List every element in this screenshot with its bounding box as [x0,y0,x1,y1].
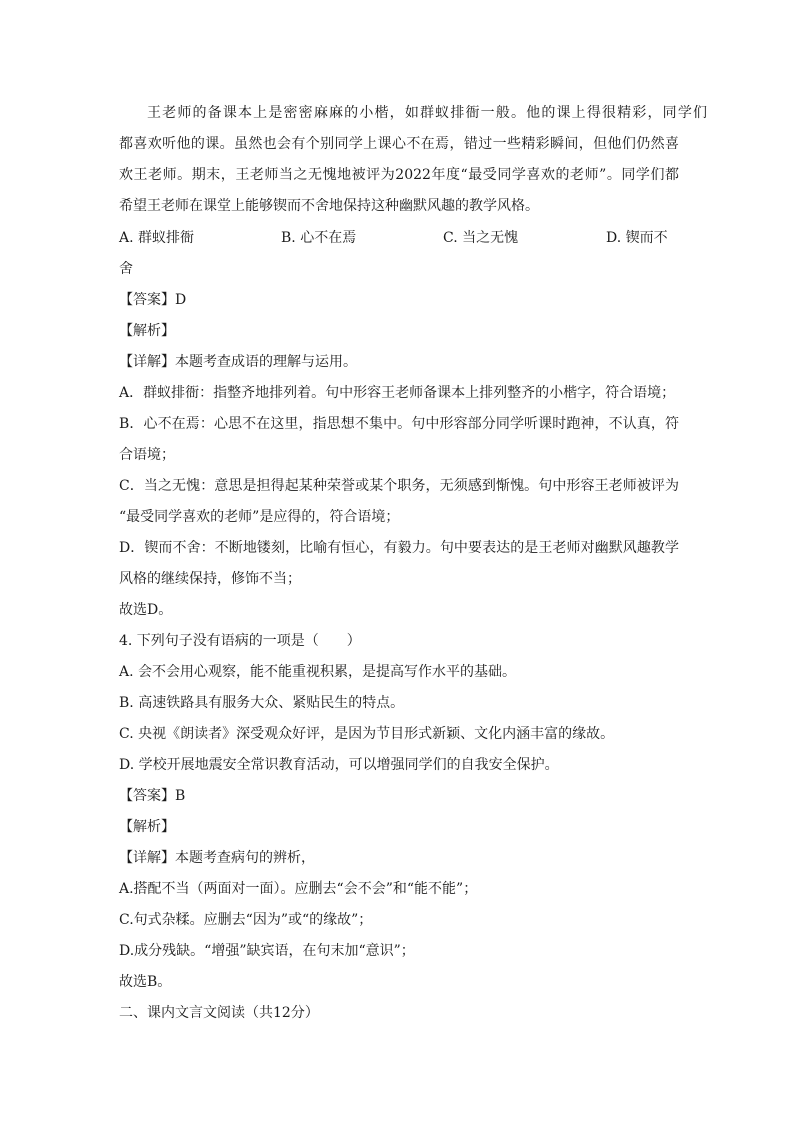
q3-analysis-b-cont: 合语境； [119,447,175,463]
passage-line-3: 欢王老师。期末，王老师当之无愧地被评为2022年度“最受同学喜欢的老师”。同学们都 [119,167,679,183]
q3-analysis-b: B．心不在焉：心思不在这里，指思想不集中。句中形容部分同学听课时跑神，不认真，符 [119,416,679,432]
q4-analysis-heading: 【解析】 [119,819,175,835]
q4-option-a: A. 会不会用心观察，能不能重视积累，是提高写作水平的基础。 [119,664,517,680]
q4-option-d: D. 学校开展地震安全常识教育活动，可以增强同学们的自我安全保护。 [119,757,559,773]
q3-detail: 【详解】本题考查成语的理解与运用。 [119,354,357,370]
q3-analysis-heading: 【解析】 [119,323,175,339]
q4-analysis-d: D.成分残缺。“增强”缺宾语，在句末加“意识”； [119,943,415,959]
section-2-title: 二、课内文言文阅读（共12分） [119,1005,319,1021]
q4-analysis-c: C.句式杂糅。应删去“因为”或“的缘故”； [119,912,373,928]
q4-stem: 4. 下列句子没有语病的一项是（ ） [119,633,361,649]
q3-option-b: B. 心不在焉 [281,230,357,246]
q3-option-d: D. 锲而不 [606,230,668,246]
q3-option-c: C. 当之无愧 [443,230,519,246]
q4-answer: 【答案】B [119,788,186,804]
q3-option-d-wrap: 舍 [119,261,133,277]
q3-options [119,228,674,248]
q4-conclusion: 故选B。 [119,974,172,990]
passage-line-2: 都喜欢听他的课。虽然也会有个别同学上课心不在焉，错过一些精彩瞬间，但他们仍然喜 [119,136,679,152]
q4-detail: 【详解】本题考查病句的辨析， [119,850,315,866]
q4-option-b: B. 高速铁路具有服务大众、紧贴民生的特点。 [119,695,405,711]
q4-analysis-a: A.搭配不当（两面对一面）。应删去“会不会”和“能不能”； [119,881,478,897]
q3-analysis-d-cont: 风格的继续保持，修饰不当； [119,571,301,587]
q3-analysis-d: D．锲而不舍：不断地镂刻，比喻有恒心，有毅力。句中要表达的是王老师对幽默风趣教学 [119,540,679,556]
passage-line-4: 希望王老师在课堂上能够锲而不舍地保持这种幽默风趣的教学风格。 [119,198,539,214]
q3-option-a: A. 群蚁排衙 [119,230,195,246]
q3-analysis-c: C．当之无愧：意思是担得起某种荣誉或某个职务，无须感到惭愧。句中形容王老师被评为 [119,478,679,494]
passage-line-1: 王老师的备课本上是密密麻麻的小楷，如群蚁排衙一般。他的课上得很精彩，同学们 [147,105,707,121]
q3-analysis-c-cont: “最受同学喜欢的老师”是应得的，符合语境； [119,509,400,525]
q4-option-c: C. 央视《朗读者》深受观众好评，是因为节目形式新颖、文化内涵丰富的缘故。 [119,726,615,742]
q3-analysis-a: A．群蚁排衙：指整齐地排列着。句中形容王老师备课本上排列整齐的小楷字，符合语境； [119,385,676,401]
q3-answer: 【答案】D [119,292,187,308]
q3-conclusion: 故选D。 [119,602,173,618]
